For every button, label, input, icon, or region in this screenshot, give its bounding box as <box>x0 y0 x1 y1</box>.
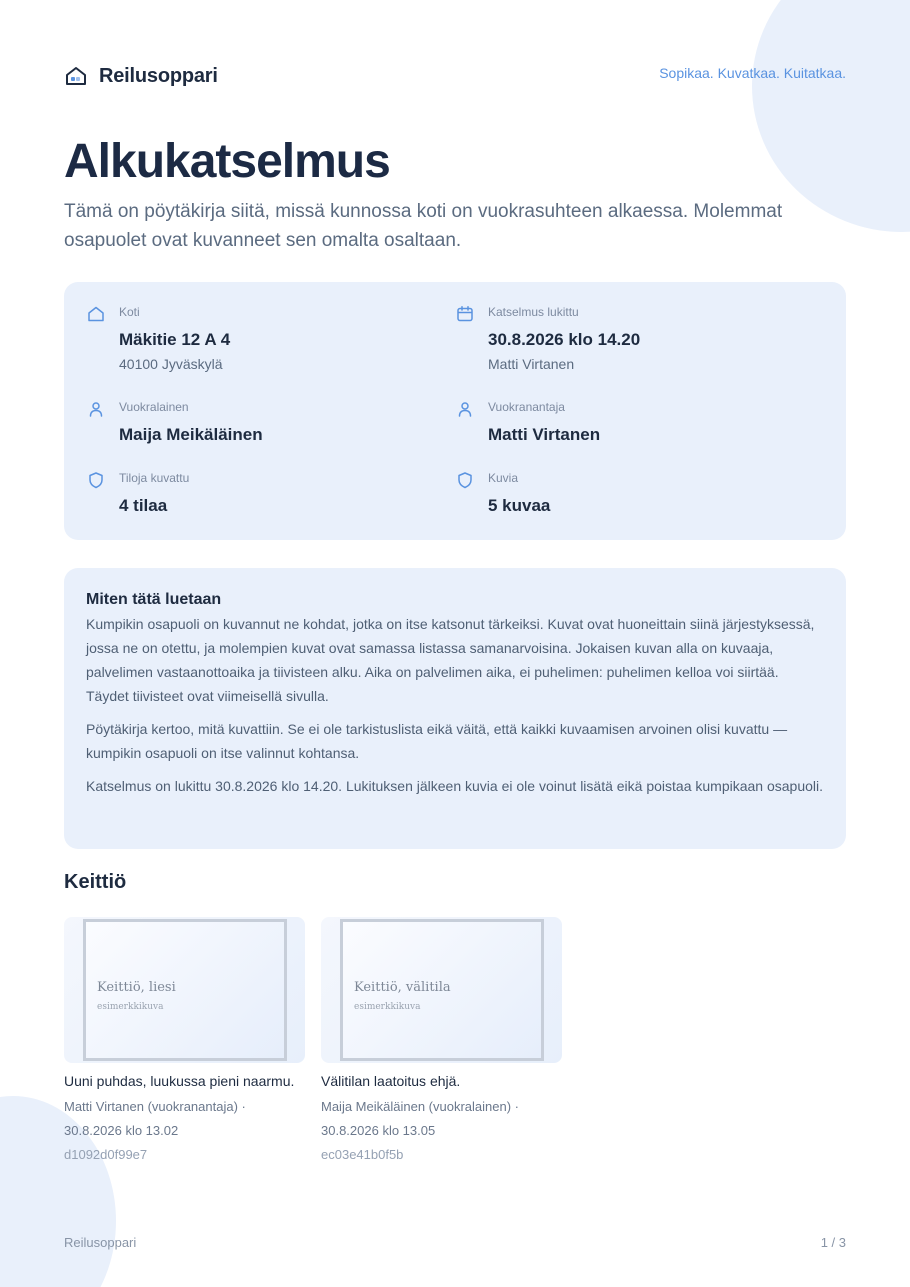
person-icon <box>87 400 105 418</box>
info-photos-label: Kuvia <box>488 471 519 485</box>
house-logo-icon <box>64 64 88 88</box>
photo-meta: Matti Virtanen (vuokranantaja) · 30.8.2026 klo 13.02 <box>64 1099 246 1138</box>
photo-thumbnail[interactable] <box>64 917 305 1063</box>
photo-card <box>321 917 562 1167</box>
shield-icon <box>87 471 105 489</box>
info-home-label: Koti <box>119 305 140 319</box>
photo-sublabel: esimerkkikuva <box>97 1002 164 1012</box>
section-title-kitchen: Keittiö <box>64 871 127 893</box>
how-paragraph: Kumpikin osapuoli on kuvannut ne kohdat, jotka on itse katsonut tärkeiksi. Kuvat ovat huoneittain siinä järjestyksessä, jossa ne on otettu, ja molempien kuvat ovat samassa listassa samanarvoisina. Jokaisen kuvan alla on kuvaaja, palvelimen vastaanottoaika ja tiivisteen alku. Aika on palvelimen aika, ei puhelimen: puhelimen kelloa voi siirtää. Täydet tiivisteet ovat viimeisellä sivulla. <box>86 616 815 704</box>
info-home-value: Mäkitie 12 A 4 <box>119 330 231 349</box>
photo-sublabel: esimerkkikuva <box>354 1002 421 1012</box>
photo-frame <box>83 919 287 1061</box>
how-paragraph: Pöytäkirja kertoo, mitä kuvattiin. Se ei ole tarkistuslista eikä väitä, että kaikki kuvaamisen arvoinen olisi kuvattu — kumpikin osapuoli on itse valinnut kohtansa. <box>86 721 788 761</box>
page-header <box>64 64 846 92</box>
info-locked-value: 30.8.2026 klo 14.20 <box>488 330 641 349</box>
summary-card <box>64 282 846 540</box>
photo-hash: ec03e41b0f5b <box>321 1147 404 1162</box>
how-to-read-title: Miten tätä luetaan <box>86 591 222 608</box>
info-photos <box>456 470 550 517</box>
photo-card <box>64 917 305 1167</box>
info-rooms-label: Tiloja kuvattu <box>119 471 190 485</box>
brand <box>64 64 218 88</box>
page-number: 1 / 3 <box>820 1235 846 1250</box>
how-paragraph: Katselmus on lukittu 30.8.2026 klo 14.20. Lukituksen jälkeen kuvia ei ole voinut lisätä eikä poistaa kumpikaan osapuoli. <box>86 778 824 794</box>
info-home-sub: 40100 Jyväskylä <box>119 356 223 372</box>
photo-meta: Maija Meikäläinen (vuokralainen) · 30.8.2026 klo 13.05 <box>321 1099 519 1138</box>
photo-caption: Välitilan laatoitus ehjä. <box>321 1073 461 1089</box>
tagline: Sopikaa. Kuvatkaa. Kuitatkaa. <box>659 65 846 81</box>
photo-thumbnail[interactable] <box>321 917 562 1063</box>
footer-brand: Reilusoppari <box>64 1235 137 1250</box>
photo-label: Keittiö, välitila <box>354 980 451 995</box>
info-photos-value: 5 kuvaa <box>488 496 551 515</box>
how-to-read-card <box>64 568 846 849</box>
photo-hash: d1092d0f99e7 <box>64 1147 148 1162</box>
info-landlord-label: Vuokranantaja <box>488 400 565 414</box>
info-landlord-value: Matti Virtanen <box>488 425 601 444</box>
brand-name: Reilusoppari <box>99 64 218 87</box>
photo-caption: Uuni puhdas, luukussa pieni naarmu. <box>64 1073 295 1089</box>
house-icon <box>87 305 105 323</box>
info-rooms <box>87 470 189 517</box>
intro-text: Tämä on pöytäkirja siitä, missä kunnossa koti on vuokrasuhteen alkaessa. Molemmat osapuolet ovat kuvanneet sen omalta osaltaan. <box>64 201 783 251</box>
info-rooms-value: 4 tilaa <box>119 496 168 515</box>
photo-label: Keittiö, liesi <box>97 980 176 995</box>
info-home <box>87 304 230 373</box>
info-tenant <box>87 399 263 446</box>
info-tenant-label: Vuokralainen <box>119 400 189 414</box>
person-icon <box>456 400 474 418</box>
shield-icon <box>456 471 474 489</box>
calendar-icon <box>456 305 474 323</box>
info-locked <box>456 304 640 373</box>
info-tenant-value: Maija Meikäläinen <box>119 425 263 444</box>
photo-frame <box>340 919 544 1061</box>
page-title: Alkukatselmus <box>64 135 390 188</box>
info-landlord <box>456 399 600 446</box>
info-locked-sub: Matti Virtanen <box>488 356 575 372</box>
info-locked-label: Katselmus lukittu <box>488 305 579 319</box>
